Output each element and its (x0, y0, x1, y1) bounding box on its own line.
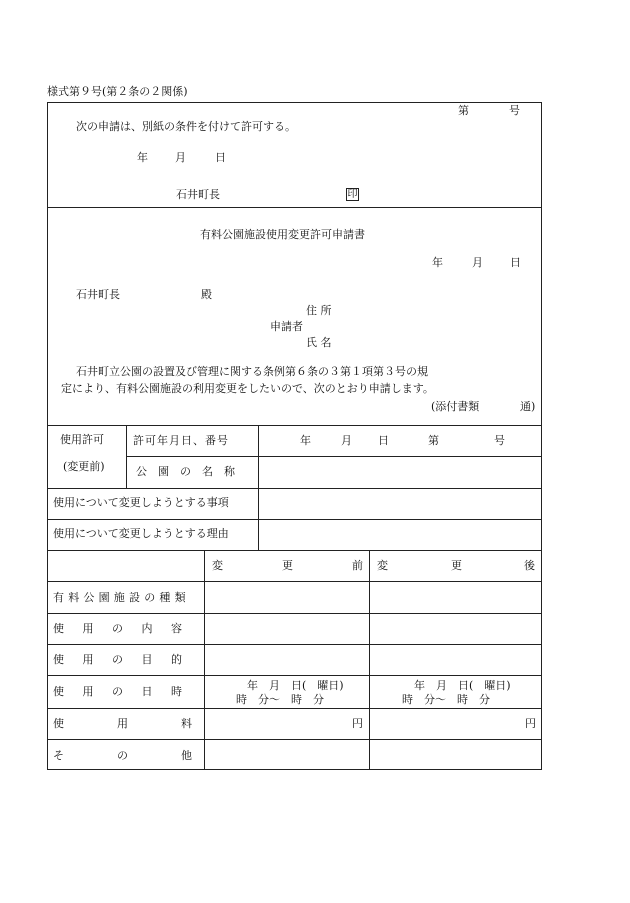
application-year: 年 (432, 256, 443, 269)
address-label: 住 所 (306, 304, 332, 317)
section-divider (47, 207, 542, 208)
table-col-line (126, 425, 127, 488)
approval-year: 年 (137, 151, 148, 164)
applicant-label: 申請者 (270, 320, 303, 333)
application-day: 日 (510, 256, 521, 269)
permit-value-year: 年 (300, 434, 311, 447)
before-header-c: 前 (352, 559, 363, 572)
usage-fee-label: 使用料 (53, 717, 245, 730)
approval-text: 次の申請は、別紙の条件を付けて許可する。 (76, 120, 296, 133)
after-datetime-line2: 時 分～ 時 分 (402, 693, 490, 706)
table-col-line (258, 425, 259, 550)
permit-value-go: 号 (494, 434, 505, 447)
table-line (47, 519, 542, 520)
table-line (47, 550, 542, 551)
body-line-2: 定により、有料公園施設の利用変更をしたいので、次のとおり申請します。 (61, 382, 434, 395)
change-matters-label: 使用について変更しようとする事項 (53, 496, 229, 509)
approval-day: 日 (215, 151, 226, 164)
before-header-a: 変 (212, 559, 223, 572)
table-top-line (47, 425, 542, 426)
table-line (47, 708, 542, 709)
application-title: 有料公園施設使用変更許可申請書 (200, 228, 365, 241)
permit-go: 号 (509, 104, 520, 117)
usage-permit-before: (変更前) (63, 460, 105, 473)
table-line (47, 581, 542, 582)
facility-type-label: 有料公園施設の種類 (53, 591, 190, 604)
usage-content-label: 使用の内容 (53, 622, 201, 635)
usage-permit-line1: 使用許可 (60, 433, 104, 446)
mayor-signature: 石井町長 (176, 188, 220, 201)
table-col-line (204, 550, 205, 770)
attachment-open: (添付書類 (431, 400, 480, 413)
form-number: 様式第９号(第２条の２関係) (47, 85, 188, 98)
before-datetime-line2: 時 分～ 時 分 (236, 693, 324, 706)
permit-value-dai: 第 (428, 434, 439, 447)
name-label: 氏 名 (306, 336, 332, 349)
seal-stamp: 印 (347, 189, 358, 200)
approval-month: 月 (175, 151, 186, 164)
before-fee-yen: 円 (352, 717, 363, 730)
table-line (47, 644, 542, 645)
usage-purpose-label: 使用の目的 (53, 653, 201, 666)
addressee: 石井町長 (76, 288, 120, 301)
table-line (126, 456, 542, 457)
honorific: 殿 (201, 288, 212, 301)
after-header-a: 変 (377, 559, 388, 572)
permit-value-day: 日 (378, 434, 389, 447)
after-fee-yen: 円 (525, 717, 536, 730)
after-header-c: 後 (524, 559, 535, 572)
application-month: 月 (472, 256, 483, 269)
attachment-close: 通) (520, 400, 536, 413)
permit-dai: 第 (458, 104, 469, 117)
after-datetime-line1: 年 月 日( 曜日) (414, 679, 511, 692)
usage-datetime-label: 使用の日時 (53, 685, 201, 698)
table-line (47, 488, 542, 489)
table-line (47, 675, 542, 676)
table-line (47, 613, 542, 614)
form-frame (47, 102, 542, 770)
table-line (47, 739, 542, 740)
other-label: その他 (53, 749, 245, 762)
change-reason-label: 使用について変更しようとする理由 (53, 527, 229, 540)
body-line-1: 石井町立公園の設置及び管理に関する条例第６条の３第１項第３号の規 (76, 365, 428, 378)
after-header-b: 更 (451, 559, 462, 572)
usage-permit-label (60, 434, 118, 445)
park-name-label: 公園の名称 (136, 465, 246, 478)
before-datetime-line1: 年 月 日( 曜日) (247, 679, 344, 692)
before-header-b: 更 (282, 559, 293, 572)
permit-value-month: 月 (341, 434, 352, 447)
permit-date-number-label: 許可年月日、番号 (133, 434, 229, 447)
table-col-line (369, 550, 370, 770)
